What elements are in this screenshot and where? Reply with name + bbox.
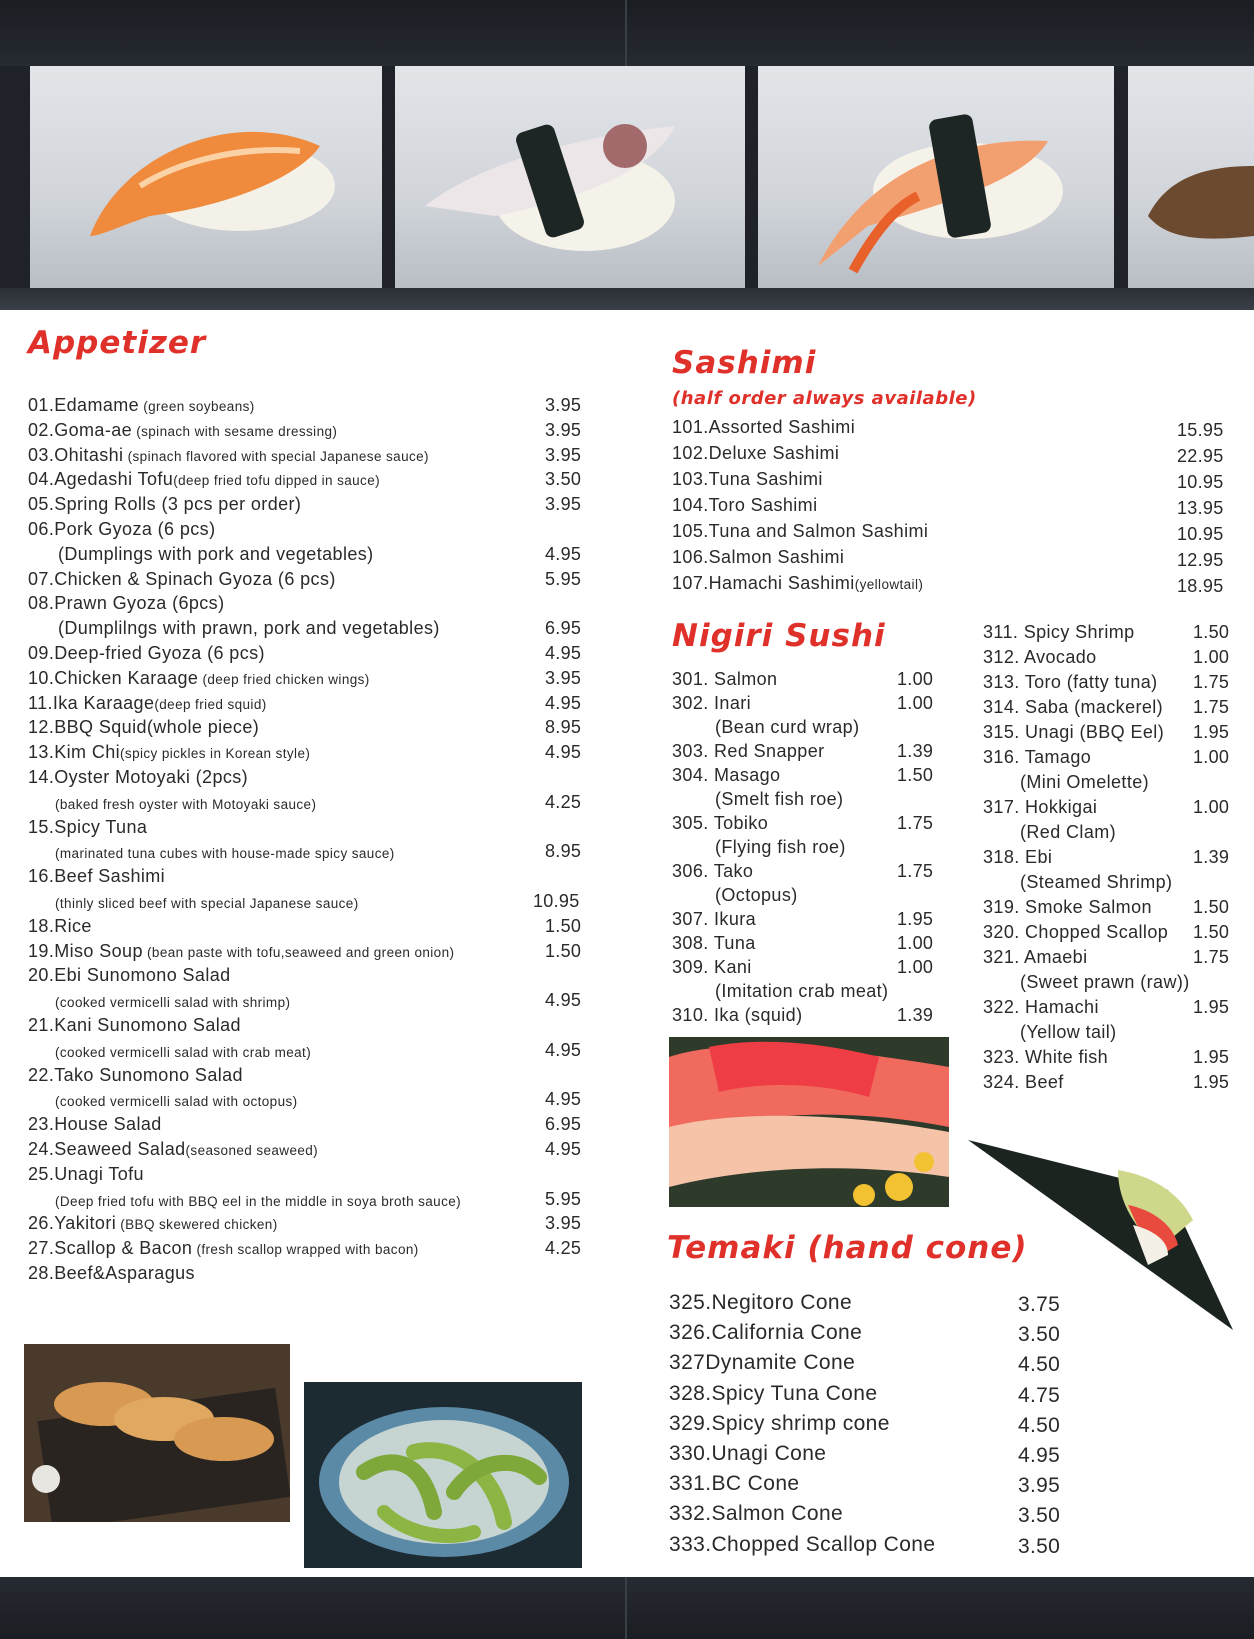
partial-photo [1128, 66, 1254, 288]
menu-item-name: 02.Goma-ae [28, 419, 133, 440]
menu-item-note: (green soybeans) [139, 399, 255, 414]
menu-item: 333.Chopped Scallop Cone [669, 1532, 936, 1556]
menu-item-name: 25.Unagi Tofu [28, 1163, 144, 1184]
menu-item-name: 05.Spring Rolls (3 pcs per order) [28, 494, 302, 515]
menu-item [28, 1237, 419, 1261]
menu-item-price: 1.00 [1193, 747, 1230, 767]
page-fold-top [625, 0, 627, 66]
menu-item-price: 4.50 [1018, 1413, 1061, 1437]
menu-item [28, 1262, 195, 1284]
menu-item-description: (Deep fried tofu with BBQ eel in the middle in soya broth sauce) [55, 1193, 462, 1209]
menu-item-note: (fresh scallop wrapped with bacon) [192, 1242, 419, 1258]
menu-item [672, 572, 923, 596]
menu-item-price: 1.00 [1193, 797, 1230, 817]
menu-item: 306. Tako [672, 861, 754, 881]
menu-item-description: (cooked vermicelli salad with crab meat) [55, 1044, 312, 1060]
menu-item-price: 1.50 [897, 765, 934, 785]
menu-item-price: 1.50 [545, 940, 582, 961]
menu-item [28, 493, 301, 515]
menu-item [28, 1163, 144, 1185]
menu-item-price: 3.95 [545, 494, 582, 515]
menu-item-description: (cooked vermicelli salad with octopus) [55, 1094, 298, 1110]
menu-item-price: 1.95 [1193, 997, 1230, 1017]
menu-item: 307. Ikura [672, 909, 757, 929]
menu-item-price: 1.00 [1193, 647, 1230, 667]
menu-item-name: 19.Miso Soup [28, 940, 143, 961]
menu-item-name: 107.Hamachi Sashimi [672, 573, 855, 593]
menu-item-price: 10.95 [533, 891, 580, 911]
menu-item-price: 3.95 [545, 1213, 582, 1234]
menu-item-description: (Bean curd wrap) [715, 717, 860, 737]
menu-item-name: 11.Ika Karaage [28, 692, 155, 713]
gyoza-photo [24, 1344, 290, 1522]
menu-item-note: (deep fried squid) [154, 696, 267, 712]
menu-item [28, 1064, 243, 1086]
menu-item: 318. Ebi [983, 847, 1053, 867]
menu-item-description: (Flying fish roe) [715, 837, 846, 857]
menu-item: 325.Negitoro Cone [669, 1291, 853, 1314]
menu-item-price: 4.95 [545, 1039, 582, 1060]
menu-item [28, 964, 231, 986]
menu-item-note: (BBQ skewered chicken) [116, 1217, 278, 1233]
sashimi-platter-photo [669, 1037, 949, 1207]
menu-item [28, 468, 380, 492]
menu-item-price: 3.75 [1018, 1293, 1061, 1316]
menu-item-price: 10.95 [1177, 524, 1224, 544]
menu-item-note: (bean paste with tofu,seaweed and green onion) [142, 944, 455, 960]
menu-item: 310. Ika (squid) [672, 1005, 803, 1025]
menu-item-price: 8.95 [545, 717, 582, 738]
menu-item [672, 468, 823, 490]
menu-item-price: 1.95 [1193, 722, 1230, 742]
menu-item-price: 4.75 [1018, 1383, 1061, 1407]
photo-strip-border [0, 288, 1254, 310]
menu-item-note: (deep fried chicken wings) [198, 671, 370, 687]
top-band [0, 0, 1254, 66]
menu-item-price: 1.95 [1193, 1072, 1230, 1092]
menu-item: 320. Chopped Scallop [983, 922, 1169, 942]
menu-item-description: (Dumplilngs with prawn, pork and vegetables) [58, 618, 440, 639]
menu-item-name: 01.Edamame [28, 395, 140, 415]
menu-item: 316. Tamago [983, 747, 1092, 767]
menu-item [672, 546, 844, 568]
menu-item [28, 940, 454, 964]
menu-item-name: 102.Deluxe Sashimi [672, 443, 840, 463]
menu-item-price: 12.95 [1177, 550, 1224, 570]
menu-item-description: (Red Clam) [1020, 822, 1117, 842]
nigiri-heading: Nigiri Sushi [672, 618, 886, 654]
menu-item [28, 865, 165, 887]
page-fold-bottom [625, 1577, 627, 1639]
menu-item [28, 741, 310, 765]
menu-item [28, 642, 265, 664]
menu-item-price: 1.39 [1193, 847, 1230, 867]
menu-item-name: 28.Beef&Asparagus [28, 1263, 195, 1283]
menu-item-price: 4.25 [545, 1238, 582, 1259]
menu-item-price: 8.95 [545, 841, 582, 862]
menu-item [28, 592, 224, 614]
menu-item [28, 419, 337, 443]
menu-item-description: (Yellow tail) [1020, 1022, 1117, 1042]
menu-item: 302. Inari [672, 693, 752, 713]
menu-item-price: 4.95 [545, 990, 582, 1011]
menu-item-name: 101.Assorted Sashimi [672, 417, 856, 437]
menu-item-description: (thinly sliced beef with special Japanese sauce) [55, 896, 359, 911]
menu-item [28, 766, 248, 788]
menu-item [28, 1113, 162, 1135]
menu-item-price: 5.95 [545, 568, 582, 589]
menu-item: 315. Unagi (BBQ Eel) [983, 722, 1165, 742]
menu-item-price: 1.39 [897, 741, 934, 761]
menu-item-note: (spinach with sesame dressing) [132, 423, 338, 439]
menu-item-name: 04.Agedashi Tofu [28, 469, 174, 490]
menu-item: 327Dynamite Cone [669, 1351, 856, 1375]
menu-item: 319. Smoke Salmon [983, 897, 1152, 917]
menu-item: 324. Beef [983, 1072, 1064, 1092]
menu-item-price: 1.39 [897, 1005, 934, 1025]
menu-item-note: (spinach flavored with special Japanese sauce) [123, 448, 429, 464]
menu-item-name: 105.Tuna and Salmon Sashimi [672, 521, 929, 541]
menu-item-description: (Dumplings with pork and vegetables) [58, 543, 374, 564]
menu-item [28, 518, 215, 540]
menu-item-price: 18.95 [1177, 576, 1224, 596]
menu-item: 304. Masago [672, 765, 781, 785]
menu-item-name: 26.Yakitori [28, 1213, 117, 1234]
menu-item-price: 1.50 [1193, 922, 1230, 942]
menu-item-name: 03.Ohitashi [28, 444, 124, 465]
menu-item-name: 16.Beef Sashimi [28, 866, 166, 887]
menu-item-price: 1.75 [897, 861, 934, 881]
shrimp-nigiri-photo [30, 66, 382, 288]
menu-item-price: 5.95 [545, 1188, 582, 1209]
menu-item-price: 3.95 [545, 395, 582, 415]
menu-item-name: 09.Deep-fried Gyoza (6 pcs) [28, 643, 265, 663]
menu-item: 330.Unagi Cone [669, 1442, 827, 1465]
menu-item-price: 4.95 [545, 643, 582, 663]
menu-item-description: (Sweet prawn (raw)) [1020, 972, 1190, 992]
menu-item-name: 08.Prawn Gyoza (6pcs) [28, 593, 225, 614]
menu-item-name: 27.Scallop & Bacon [28, 1238, 193, 1259]
menu-item-name: 14.Oyster Motoyaki (2pcs) [28, 767, 249, 787]
menu-item-price: 3.95 [545, 419, 582, 440]
menu-item-price: 3.50 [545, 469, 582, 490]
menu-item-price: 4.95 [545, 543, 582, 564]
menu-item: 312. Avocado [983, 647, 1097, 667]
menu-item-price: 13.95 [1177, 498, 1224, 518]
menu-item-price: 4.95 [545, 1089, 582, 1110]
menu-item [28, 1014, 241, 1036]
menu-item-price: 1.00 [897, 957, 934, 977]
menu-item: 314. Saba (mackerel) [983, 697, 1164, 717]
menu-item: 331.BC Cone [669, 1472, 800, 1496]
menu-item-name: 18.Rice [28, 915, 92, 936]
menu-item [28, 444, 429, 468]
menu-item-price: 1.00 [897, 693, 934, 713]
octopus-nigiri-photo [395, 66, 745, 288]
sashimi-heading: Sashimi [672, 345, 817, 381]
appetizer-heading: Appetizer [28, 325, 207, 361]
menu-item [28, 1138, 318, 1162]
sushi-photo-strip [0, 66, 1254, 310]
menu-item-price: 10.95 [1177, 472, 1224, 492]
menu-item-price: 3.50 [1018, 1534, 1061, 1558]
menu-item-price: 4.50 [1018, 1353, 1061, 1377]
menu-item-price: 3.50 [1018, 1323, 1061, 1347]
menu-item-name: 103.Tuna Sashimi [672, 469, 823, 489]
menu-item-description: (marinated tuna cubes with house-made spicy sauce) [55, 846, 395, 862]
bottom-band [0, 1577, 1254, 1639]
menu-item-description: (Imitation crab meat) [715, 981, 889, 1001]
menu-item-name: 13.Kim Chi [28, 742, 121, 763]
menu-item-price: 6.95 [545, 618, 582, 639]
menu-item-price: 6.95 [545, 1114, 582, 1135]
menu-item: 322. Hamachi [983, 997, 1099, 1017]
menu-item-price: 1.50 [1193, 622, 1230, 642]
menu-item: 301. Salmon [672, 669, 778, 689]
menu-item-description: (Octopus) [715, 885, 798, 905]
menu-item [28, 1212, 278, 1236]
menu-item-price: 1.00 [897, 669, 934, 689]
menu-item-note: (spicy pickles in Korean style) [120, 746, 311, 762]
menu-item [672, 442, 839, 464]
menu-item-note: (deep fried tofu dipped in sauce) [173, 473, 381, 489]
temaki-heading: Temaki (hand cone) [667, 1230, 1028, 1266]
edamame-photo [304, 1382, 582, 1568]
menu-item: 329.Spicy shrimp cone [669, 1411, 890, 1435]
menu-item-name: 104.Toro Sashimi [672, 495, 818, 515]
menu-item-price: 3.95 [1018, 1474, 1061, 1498]
menu-item-description: (Steamed Shrimp) [1020, 872, 1173, 892]
menu-item-price: 1.95 [1193, 1047, 1230, 1067]
menu-item-price: 1.75 [1193, 947, 1230, 967]
menu-item [28, 915, 92, 937]
menu-item [28, 568, 336, 590]
menu-item: 323. White fish [983, 1047, 1109, 1067]
menu-item-name: 22.Tako Sunomono Salad [28, 1064, 243, 1085]
menu-item-name: 06.Pork Gyoza (6 pcs) [28, 519, 216, 539]
menu-item-price: 1.00 [897, 933, 934, 953]
menu-item-name: 21.Kani Sunomono Salad [28, 1015, 241, 1035]
menu-item: 328.Spicy Tuna Cone [669, 1381, 878, 1405]
menu-item: 326.California Cone [669, 1321, 863, 1345]
menu-item-price: 1.95 [897, 909, 934, 929]
menu-item-price: 4.95 [545, 692, 582, 713]
menu-item: 309. Kani [672, 957, 752, 977]
menu-item: 313. Toro (fatty tuna) [983, 672, 1158, 692]
menu-item-name: 07.Chicken & Spinach Gyoza (6 pcs) [28, 568, 336, 589]
menu-item [28, 816, 147, 838]
menu-item-description: (Mini Omelette) [1020, 772, 1150, 792]
menu-item: 317. Hokkigai [983, 797, 1098, 817]
menu-item: 311. Spicy Shrimp [983, 622, 1135, 642]
menu-item-name: 10.Chicken Karaage [28, 667, 199, 688]
menu-item-name: 23.House Salad [28, 1114, 162, 1135]
menu-item-description: (cooked vermicelli salad with shrimp) [55, 995, 291, 1011]
menu-item [28, 692, 267, 716]
menu-item-price: 4.95 [545, 1139, 582, 1159]
menu-item: 305. Tobiko [672, 813, 769, 833]
menu-item-price: 3.95 [545, 667, 582, 688]
sashimi-half-order-note: (half order always available) [672, 388, 977, 409]
menu-item-name: 15.Spicy Tuna [28, 816, 148, 837]
menu-item-price: 4.95 [1018, 1444, 1061, 1467]
menu-item-price: 3.95 [545, 444, 582, 465]
menu-item-price: 4.25 [545, 791, 582, 812]
menu-item [28, 716, 259, 738]
menu-item-price: 22.95 [1177, 446, 1224, 466]
menu-item-price: 1.50 [1193, 897, 1230, 917]
menu-item-note: (seasoned seaweed) [185, 1143, 319, 1158]
menu-item-price: 1.75 [1193, 672, 1230, 692]
menu-item-price: 1.75 [897, 813, 934, 833]
menu-item: 308. Tuna [672, 933, 756, 953]
menu-item-name: 20.Ebi Sunomono Salad [28, 965, 231, 986]
menu-item [672, 416, 855, 438]
menu-item-name: 12.BBQ Squid(whole piece) [28, 717, 260, 738]
menu-item: 332.Salmon Cone [669, 1502, 844, 1526]
menu-item [672, 520, 928, 542]
menu-item [28, 394, 255, 418]
menu-item-price: 4.95 [545, 742, 582, 763]
menu-item-price: 1.75 [1193, 697, 1230, 717]
menu-item-price: 3.50 [1018, 1504, 1061, 1528]
menu-item-description: (Smelt fish roe) [715, 789, 844, 809]
menu-item-description: (baked fresh oyster with Motoyaki sauce) [55, 796, 317, 812]
menu-item-note: (yellowtail) [854, 577, 924, 592]
menu-item [28, 667, 370, 691]
ebi-nigiri-photo [758, 66, 1114, 288]
menu-item-name: 24.Seaweed Salad [28, 1139, 186, 1159]
menu-item [672, 494, 817, 516]
menu-item: 321. Amaebi [983, 947, 1088, 967]
menu-item-name: 106.Salmon Sashimi [672, 547, 845, 567]
menu-item: 303. Red Snapper [672, 741, 825, 761]
menu-item-price: 1.50 [545, 915, 582, 936]
menu-item-price: 15.95 [1177, 420, 1224, 440]
